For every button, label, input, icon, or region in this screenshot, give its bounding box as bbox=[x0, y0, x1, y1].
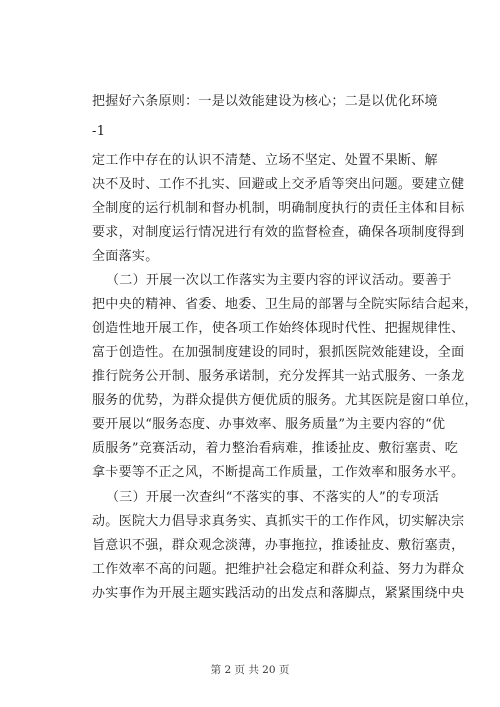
text-line: 旨意识不强，群众观念淡薄，办事拖拉，推诿扯皮、敷衍塞责， bbox=[92, 538, 465, 553]
page-number-footer: 第 2 页 共 20 页 bbox=[210, 664, 290, 676]
text-line: 工作效率不高的问题。把维护社会稳定和群众利益、努力为群众 bbox=[92, 562, 465, 577]
text-line: 办实事作为开展主题实践活动的出发点和落脚点，紧紧围绕中央 bbox=[92, 586, 465, 601]
text-line: -1 bbox=[92, 124, 106, 139]
text-line: 拿卡要等不正之风，不断提高工作质量，工作效率和服务水平。 bbox=[92, 465, 465, 480]
text-line: 服务的优势，为群众提供方便优质的服务。尤其医院是窗口单位， bbox=[92, 393, 478, 408]
text-line: 要开展以“服务态度、办事效率、服务质量”为主要内容的“优 bbox=[92, 417, 446, 432]
text-line: 把中央的精神、省委、地委、卫生局的部署与全院实际结合起来， bbox=[92, 297, 478, 312]
text-line: 把握好六条原则：一是以效能建设为核心；二是以优化环境 bbox=[92, 94, 438, 109]
text-line: 要求，对制度运行情况进行有效的监督检查，确保各项制度得到 bbox=[92, 225, 465, 240]
text-line: 质服务”竞赛活动，着力整治看病难，推诿扯皮、敷衍塞责、吃 bbox=[92, 441, 459, 456]
text-line: 全面落实。 bbox=[92, 249, 159, 264]
text-line: （三）开展一次查纠“不落实的事、不落实的人”的专项活 bbox=[106, 490, 440, 505]
text-line: （二）开展一次以工作落实为主要内容的评议活动。要善于 bbox=[106, 273, 452, 288]
text-line: 创造性地开展工作，使各项工作始终体现时代性、把握规律性、 bbox=[92, 321, 465, 336]
text-line: 推行院务公开制、服务承诺制，充分发挥其一站式服务、一条龙 bbox=[92, 369, 465, 384]
text-line: 决不及时、工作不扎实、回避或上交矛盾等突出问题。要建立健 bbox=[92, 177, 465, 192]
text-line: 全制度的运行机制和督办机制，明确制度执行的责任主体和目标 bbox=[92, 201, 465, 216]
text-line: 定工作中存在的认识不清楚、立场不坚定、处置不果断、解 bbox=[92, 153, 438, 168]
text-line: 富于创造性。在加强制度建设的同时，狠抓医院效能建设，全面 bbox=[92, 345, 465, 360]
text-line: 动。医院大力倡导求真务实、真抓实干的工作作风，切实解决宗 bbox=[92, 514, 465, 529]
